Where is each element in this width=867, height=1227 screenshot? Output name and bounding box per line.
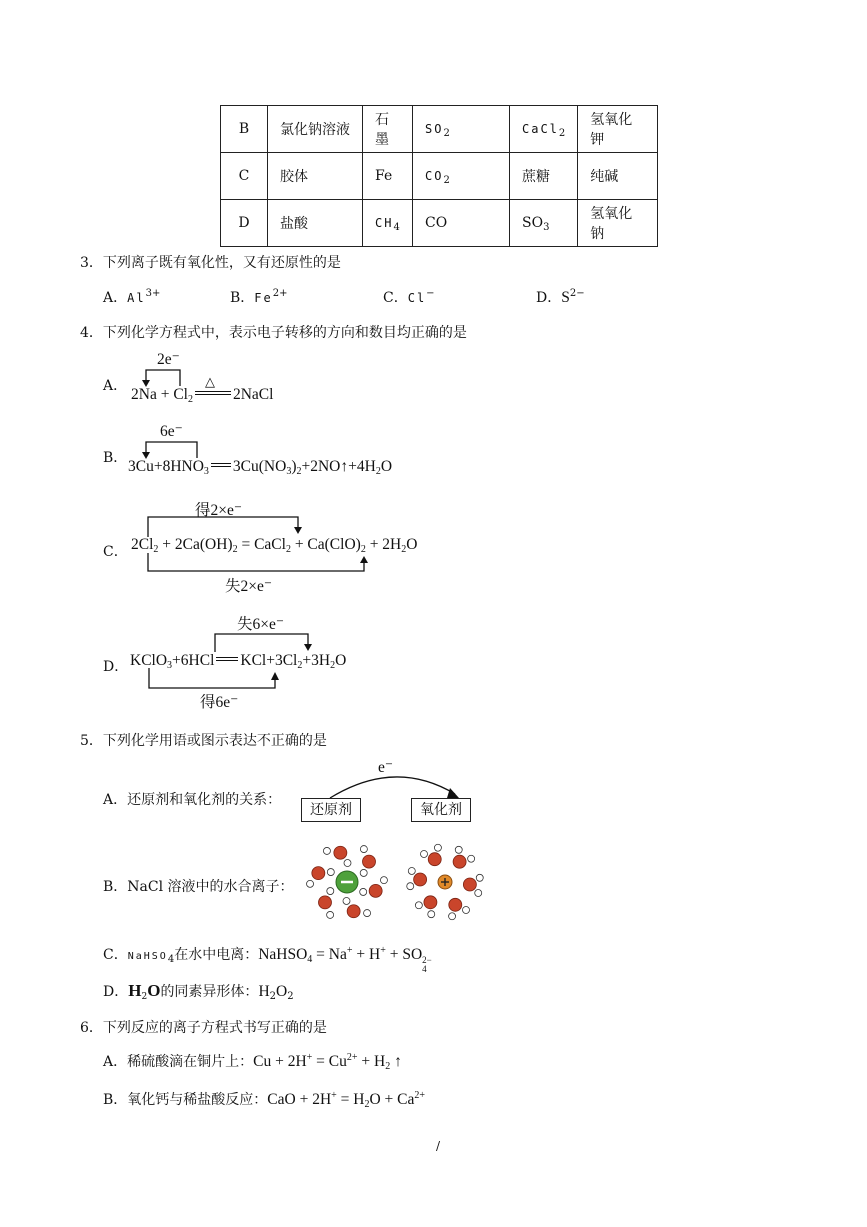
cell: 氢氧化钾 — [578, 106, 658, 153]
hydrogen-atom — [360, 846, 367, 853]
cell — [510, 200, 578, 247]
table-row — [221, 200, 658, 247]
hydrogen-atom — [408, 867, 415, 874]
q3-stem: 3．下列离子既有氧化性，又有还原性的是 — [80, 255, 341, 271]
charge: 2− — [569, 288, 585, 299]
hydrogen-atom — [323, 847, 330, 854]
hydrogen-atom — [434, 844, 441, 851]
chloride-hydrated — [307, 846, 388, 919]
cell-sub: 2 — [443, 128, 450, 139]
hydrated-ions-diagram — [305, 842, 490, 922]
oxygen-atom — [312, 867, 325, 880]
ion: Cl — [407, 291, 427, 305]
eq-part: + 2Ca(OH) — [158, 536, 233, 553]
cell-text: CO — [425, 169, 444, 183]
hydrogen-atom — [463, 906, 470, 913]
q3-option-b — [230, 287, 288, 307]
option-label: D． — [103, 984, 129, 1000]
eq-part: +3H — [302, 652, 331, 669]
q5a-reducer-box: 还原剂 — [301, 798, 361, 822]
eq-part: NaHSO — [258, 946, 308, 963]
cell-text: CH — [375, 216, 394, 230]
cell: 氢氧化钠 — [578, 200, 658, 247]
q5-option-b: B．NaCl 溶液中的水合离子： — [103, 879, 294, 895]
q4-option-c-label: C． — [103, 544, 128, 560]
eq-part: 3Cu(NO — [232, 458, 287, 475]
cell: Fe — [363, 153, 413, 200]
ion: Al — [127, 291, 146, 305]
hydrogen-atom — [420, 851, 427, 858]
hydrogen-atom — [476, 874, 483, 881]
cell-text: SO — [522, 215, 544, 231]
q6-option-b — [103, 1089, 425, 1109]
hydrogen-atom — [407, 883, 414, 890]
eq-part: Cu + 2H — [253, 1053, 307, 1070]
q6-option-a — [103, 1051, 402, 1071]
cell: 蔗糖 — [510, 153, 578, 200]
hydrogen-atom — [327, 888, 334, 895]
q6-stem: 6．下列反应的离子方程式书写正确的是 — [80, 1020, 327, 1036]
formula: NaHSO — [127, 951, 168, 962]
options-table — [220, 105, 658, 247]
oxygen-atom — [453, 855, 466, 868]
hydrogen-atom — [428, 911, 435, 918]
eq-part: 2Cl — [131, 536, 154, 553]
eq-part: + 2H — [365, 536, 402, 553]
charge: 2+ — [272, 288, 288, 299]
eq-part: + Ca(ClO) — [290, 536, 361, 553]
eq-part: + H — [352, 946, 381, 963]
q4a-transfer: 2e⁻ — [157, 351, 180, 368]
oxygen-atom — [347, 905, 360, 918]
eq-part: 2NaCl — [232, 386, 274, 403]
eq: CaO + $2H^+ = H_2O + Ca^{2+}$ — [267, 1090, 426, 1110]
option-label: C． — [103, 947, 128, 963]
hydrogen-atom — [468, 855, 475, 862]
q4c-bottom-label: 失2×e⁻ — [225, 578, 273, 595]
formula-o: O — [147, 981, 161, 1000]
q4c-equation: $2Cl_2 + 2Ca(OH)_2$ = CaCl$_2$ + $Ca(ClO)_2 + 2H_2O$ — [131, 536, 418, 555]
q5-stem: 5．下列化学用语或图示表达不正确的是 — [80, 733, 327, 749]
cell: 纯碱 — [578, 153, 658, 200]
oxygen-atom — [428, 853, 441, 866]
answer: H — [258, 983, 270, 1000]
cell-sub: 4 — [393, 222, 400, 233]
eq-part: KClO — [130, 652, 168, 669]
hydrogen-atom — [415, 902, 422, 909]
option-label: A． — [103, 290, 128, 306]
option-label: D． — [536, 290, 562, 306]
eq-part: +2NO↑+4H — [301, 458, 376, 475]
eq-part: = Cu — [312, 1053, 347, 1070]
cell-sub: 2 — [443, 175, 450, 186]
cell — [413, 106, 510, 153]
row-label: B — [221, 106, 268, 153]
cell — [510, 106, 578, 153]
eq-part: = H — [336, 1091, 365, 1108]
q4-option-a-label: A． — [103, 378, 128, 394]
q3-option-d — [536, 287, 585, 307]
q4d-equation: KClO$_3$+6HCl $KCl+3Cl_2+3H_2O$ — [130, 652, 347, 671]
oxygen-atom — [363, 855, 376, 868]
hydrogen-atom — [364, 910, 371, 917]
oxygen-atom — [334, 846, 347, 859]
q4-option-d-label: D． — [103, 659, 129, 675]
formula-sub: 4 — [167, 954, 175, 965]
cell: 盐酸 — [268, 200, 363, 247]
hydrogen-atom — [475, 890, 482, 897]
q4b-arrow — [140, 440, 205, 460]
oxygen-atom — [414, 873, 427, 886]
eq-part: + SO — [385, 946, 423, 963]
cell: 石墨 — [363, 106, 413, 153]
eq-part: O + Ca — [369, 1091, 415, 1108]
hydrogen-atom — [360, 888, 367, 895]
q4-stem: 4．下列化学方程式中，表示电子转移的方向和数目均正确的是 — [80, 325, 467, 341]
row-label: C — [221, 153, 268, 200]
cell: CO — [413, 200, 510, 247]
ionization-eq: NaHSO$_4$ = Na+ + H+ + SO 2− 4 — [258, 945, 432, 974]
q3-option-c — [383, 287, 435, 307]
cell: 氯化钠溶液 — [268, 106, 363, 153]
page-mark: / — [436, 1139, 441, 1153]
oxygen-atom — [369, 884, 382, 897]
eq-part: 3Cu+8HNO — [128, 458, 204, 475]
oxygen-atom — [424, 896, 437, 909]
hydrogen-atom — [327, 869, 334, 876]
hydrogen-atom — [343, 897, 350, 904]
hydrogen-atom — [360, 869, 367, 876]
eq-part: = Na — [312, 946, 347, 963]
charge: − — [426, 288, 435, 299]
eq-part: O — [335, 652, 347, 669]
eq-part: CaO + 2H — [267, 1091, 332, 1108]
oxygen-atom — [318, 896, 331, 909]
q4c-top-label: 得2×e⁻ — [195, 502, 243, 519]
sodium-hydrated — [407, 844, 483, 920]
charge: 3+ — [145, 288, 161, 299]
q5-option-c — [103, 944, 432, 974]
cell — [413, 153, 510, 200]
oxygen-atom — [449, 898, 462, 911]
q4b-equation: $3Cu+8HNO_3$ $3Cu(NO_3)_2+2NO↑+4H_2O$ — [128, 458, 393, 477]
q3-option-a — [103, 287, 160, 307]
eq-part: O — [406, 536, 418, 553]
eq-part: O — [380, 458, 393, 475]
answer: O — [276, 983, 288, 1000]
eq-part: + H — [357, 1053, 386, 1070]
row-label: D — [221, 200, 268, 247]
cell: 胶体 — [268, 153, 363, 200]
table-row — [221, 153, 658, 200]
q5-option-a: A．还原剂和氧化剂的关系： — [103, 792, 282, 808]
option-label: C． — [383, 290, 408, 306]
table-row — [221, 106, 658, 153]
q4a-arrow — [140, 368, 190, 388]
q4a-delta: △ — [205, 374, 215, 389]
eq-part: 2Na + Cl — [131, 386, 188, 403]
cell-text: CaCl — [522, 122, 559, 136]
q5a-oxidizer-box: 氧化剂 — [411, 798, 471, 822]
hydrogen-atom — [344, 860, 351, 867]
hydrogen-atom — [449, 913, 456, 920]
q4d-top-label: 失6×e⁻ — [237, 616, 285, 633]
hydrogen-atom — [455, 846, 462, 853]
ion: Fe — [254, 291, 273, 305]
hydrogen-atom — [380, 877, 387, 884]
option-label: B． — [230, 290, 255, 306]
cell-sub: 3 — [543, 222, 550, 233]
q4-option-b-label: B． — [103, 450, 128, 466]
text: A．稀硫酸滴在铜片上： — [103, 1054, 254, 1070]
q4d-bottom-label: 得6e⁻ — [200, 694, 239, 711]
oxygen-atom — [463, 878, 476, 891]
formula-h: H — [128, 981, 142, 1000]
cell — [363, 200, 413, 247]
ion: S — [561, 289, 570, 306]
q5a-electron: e⁻ — [378, 759, 394, 776]
cell-sub: 2 — [558, 128, 566, 139]
q4b-transfer: 6e⁻ — [160, 423, 183, 440]
eq: $Cu + 2H^+ = Cu^{2+} + H_2$ ↑ — [253, 1052, 402, 1072]
hydrogen-atom — [307, 880, 314, 887]
q5-option-d: D．$H_2O$的同素异形体：$H_2O_2$ — [103, 981, 294, 1002]
eq-part: +6HCl — [172, 652, 215, 669]
eq-part: = CaCl — [237, 536, 286, 553]
cell-text: SO — [425, 122, 444, 136]
text: B．氧化钙与稀盐酸反应： — [103, 1092, 268, 1108]
eq-part: KCl+3Cl — [240, 652, 298, 669]
text: 的同素异形体： — [160, 984, 259, 1000]
hydrogen-atom — [327, 911, 334, 918]
text: 在水中电离： — [174, 947, 259, 963]
q4a-equation: $2Na + Cl_2$ 2NaCl — [131, 386, 274, 405]
